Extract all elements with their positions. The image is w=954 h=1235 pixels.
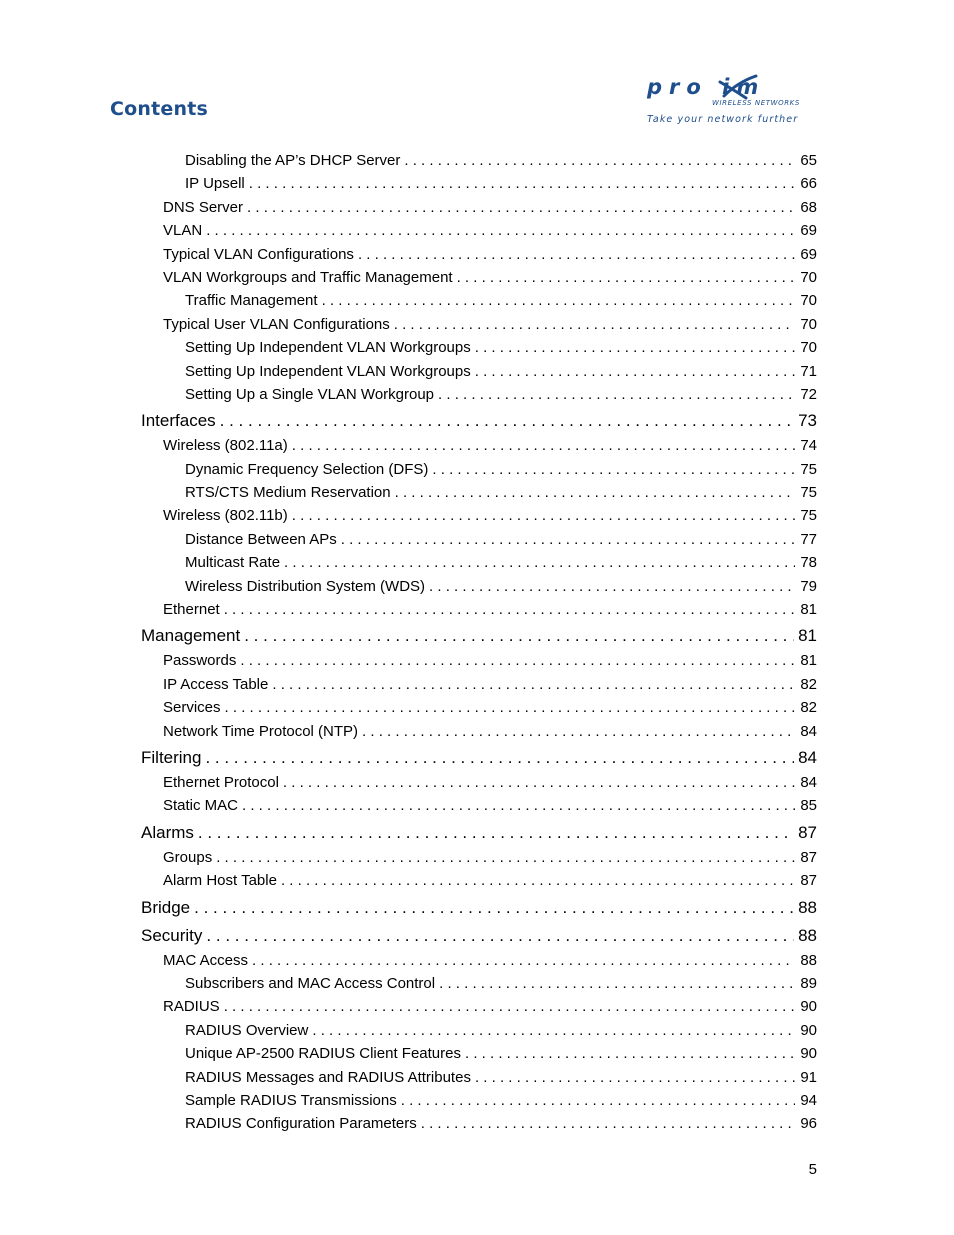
- toc-entry-title: Sample RADIUS Transmissions: [185, 1091, 397, 1109]
- logo-wordmark: pro im: [647, 75, 766, 99]
- toc-entry-page: 71: [800, 362, 817, 380]
- dot-leader: [439, 972, 795, 995]
- toc-entry[interactable]: [0, 1042, 954, 1065]
- dot-leader: [252, 949, 795, 972]
- toc-entry-title: Subscribers and MAC Access Control: [185, 974, 436, 992]
- toc-entry-page: 75: [800, 507, 817, 525]
- toc-entry-title: Distance Between APs: [185, 530, 337, 548]
- toc-entry-title: Typical VLAN Configurations: [163, 245, 354, 263]
- dot-leader: [429, 575, 795, 598]
- toc-entry-page: 66: [800, 175, 817, 193]
- toc-entry-page: 87: [800, 872, 817, 890]
- toc-entry-page: 88: [800, 951, 817, 969]
- toc-entry[interactable]: [0, 406, 954, 434]
- dot-leader: [312, 1019, 795, 1042]
- toc-entry-title: Interfaces: [141, 411, 216, 431]
- toc-entry-title: RADIUS Messages and RADIUS Attributes: [185, 1068, 471, 1086]
- dot-leader: [224, 995, 795, 1018]
- toc-entry-page: 69: [800, 245, 817, 263]
- toc-entry-title: Multicast Rate: [185, 554, 281, 572]
- dot-leader: [322, 289, 795, 312]
- toc-entry-title: Filtering: [141, 747, 202, 767]
- dot-leader: [216, 846, 795, 869]
- toc-entry[interactable]: [0, 1112, 954, 1135]
- logo-subtitle: WIRELESS NETWORKS: [712, 99, 800, 107]
- dot-leader: [240, 649, 795, 672]
- toc-entry-title: Alarms: [141, 822, 194, 842]
- toc-entry-page: 90: [800, 998, 817, 1016]
- toc-entry-title: RADIUS Configuration Parameters: [185, 1115, 417, 1133]
- toc-entry-page: 81: [800, 601, 817, 619]
- toc-entry-page: 70: [800, 268, 817, 286]
- toc-entry-page: 89: [800, 974, 817, 992]
- toc-entry[interactable]: [0, 243, 954, 266]
- toc-entry-title: Groups: [163, 848, 213, 866]
- toc-entry-page: 94: [800, 1091, 817, 1109]
- toc-entry[interactable]: [0, 336, 954, 359]
- toc-entry[interactable]: [0, 921, 954, 949]
- toc-entry-page: 77: [800, 530, 817, 548]
- dot-leader: [281, 869, 795, 892]
- toc-entry-page: 96: [800, 1115, 817, 1133]
- toc-entry-title: Wireless (802.11a): [163, 437, 288, 455]
- table-of-contents: [0, 149, 954, 1136]
- toc-entry-title: Security: [141, 925, 203, 945]
- toc-entry-page: 75: [800, 484, 817, 502]
- toc-entry[interactable]: [0, 720, 954, 743]
- dot-leader: [457, 266, 795, 289]
- toc-entry[interactable]: [0, 172, 954, 195]
- toc-entry-title: Ethernet Protocol: [163, 773, 279, 791]
- toc-entry-page: 82: [800, 675, 817, 693]
- toc-entry-page: 84: [798, 747, 817, 767]
- dot-leader: [421, 1112, 795, 1135]
- toc-entry-page: 74: [800, 437, 817, 455]
- toc-entry-title: Network Time Protocol (NTP): [163, 722, 359, 740]
- toc-entry-page: 68: [800, 198, 817, 216]
- dot-leader: [242, 794, 795, 817]
- toc-entry[interactable]: [0, 972, 954, 995]
- toc-entry[interactable]: [0, 266, 954, 289]
- toc-entry-title: Typical User VLAN Configurations: [163, 315, 390, 333]
- dot-leader: [198, 818, 794, 848]
- toc-entry[interactable]: [0, 289, 954, 312]
- toc-entry-title: Passwords: [163, 652, 237, 670]
- toc-entry-page: 84: [800, 722, 817, 740]
- toc-entry-title: Static MAC: [163, 797, 239, 815]
- toc-entry[interactable]: [0, 196, 954, 219]
- toc-entry-title: VLAN Workgroups and Traffic Management: [163, 268, 453, 286]
- dot-leader: [292, 504, 795, 527]
- toc-entry-title: Setting Up a Single VLAN Workgroup: [185, 385, 435, 403]
- toc-entry[interactable]: [0, 696, 954, 719]
- toc-entry-page: 65: [800, 152, 817, 169]
- toc-entry-title: Management: [141, 626, 241, 646]
- toc-entry-title: RADIUS: [163, 998, 220, 1016]
- toc-entry-title: Wireless Distribution System (WDS): [185, 577, 426, 595]
- dot-leader: [404, 149, 795, 172]
- dot-leader: [225, 696, 795, 719]
- toc-entry-title: Wireless (802.11b): [163, 507, 288, 525]
- toc-entry-page: 87: [800, 848, 817, 866]
- toc-entry-title: RTS/CTS Medium Reservation: [185, 484, 391, 502]
- toc-entry[interactable]: [0, 794, 954, 817]
- toc-entry[interactable]: [0, 846, 954, 869]
- toc-entry[interactable]: [0, 528, 954, 551]
- toc-entry-title: Bridge: [141, 897, 191, 917]
- dot-leader: [244, 621, 794, 651]
- dot-leader: [206, 921, 794, 951]
- toc-entry[interactable]: [0, 673, 954, 696]
- toc-entry[interactable]: [0, 313, 954, 336]
- toc-entry[interactable]: [0, 551, 954, 574]
- logo-tagline: Take your network further: [647, 114, 799, 125]
- toc-entry-title: Traffic Management: [185, 292, 318, 310]
- toc-entry[interactable]: [0, 434, 954, 457]
- logo-x-swoosh-icon: [716, 74, 762, 100]
- dot-leader: [220, 406, 794, 436]
- toc-entry-title: Dynamic Frequency Selection (DFS): [185, 460, 429, 478]
- toc-entry[interactable]: [0, 383, 954, 406]
- dot-leader: [284, 551, 795, 574]
- toc-entry[interactable]: [0, 149, 954, 172]
- dot-leader: [206, 219, 795, 242]
- toc-entry[interactable]: [0, 481, 954, 504]
- toc-entry-title: VLAN: [163, 222, 203, 240]
- dot-leader: [205, 743, 794, 773]
- dot-leader: [438, 383, 795, 406]
- toc-entry-page: 87: [798, 822, 817, 842]
- toc-entry-title: Alarm Host Table: [163, 872, 277, 890]
- toc-entry[interactable]: [0, 771, 954, 794]
- toc-entry[interactable]: [0, 995, 954, 1018]
- toc-entry-page: 70: [800, 339, 817, 357]
- toc-entry[interactable]: [0, 598, 954, 621]
- toc-entry[interactable]: [0, 743, 954, 771]
- dot-leader: [194, 893, 794, 923]
- proxim-logo: [640, 70, 810, 130]
- toc-entry-page: 79: [800, 577, 817, 595]
- dot-leader: [432, 458, 795, 481]
- toc-entry-page: 88: [798, 925, 817, 945]
- toc-entry[interactable]: [0, 219, 954, 242]
- toc-entry-page: 91: [800, 1068, 817, 1086]
- toc-entry-title: Ethernet: [163, 601, 220, 619]
- dot-leader: [292, 434, 795, 457]
- toc-entry-page: 81: [800, 652, 817, 670]
- dot-leader: [247, 196, 795, 219]
- toc-entry[interactable]: [0, 949, 954, 972]
- toc-entry-page: 82: [800, 699, 817, 717]
- toc-entry-page: 78: [800, 554, 817, 572]
- dot-leader: [401, 1089, 795, 1112]
- dot-leader: [272, 673, 795, 696]
- dot-leader: [475, 360, 795, 383]
- toc-entry[interactable]: [0, 893, 954, 921]
- toc-entry-title: RADIUS Overview: [185, 1021, 309, 1039]
- toc-entry[interactable]: [0, 649, 954, 672]
- toc-entry-title: MAC Access: [163, 951, 249, 969]
- dot-leader: [341, 528, 795, 551]
- toc-entry[interactable]: [0, 458, 954, 481]
- toc-entry-page: 70: [800, 315, 817, 333]
- toc-entry[interactable]: [0, 1019, 954, 1042]
- dot-leader: [395, 481, 795, 504]
- toc-entry-page: 84: [800, 773, 817, 791]
- toc-entry[interactable]: [0, 360, 954, 383]
- toc-entry[interactable]: [0, 818, 954, 846]
- toc-entry-title: Setting Up Independent VLAN Workgroups: [185, 362, 471, 380]
- dot-leader: [465, 1042, 795, 1065]
- toc-entry[interactable]: [0, 1089, 954, 1112]
- toc-entry-title: DNS Server: [163, 198, 244, 216]
- toc-entry[interactable]: [0, 504, 954, 527]
- toc-entry[interactable]: [0, 621, 954, 649]
- toc-entry-page: 90: [800, 1045, 817, 1063]
- dot-leader: [283, 771, 795, 794]
- toc-entry-title: Unique AP-2500 RADIUS Client Features: [185, 1045, 461, 1063]
- toc-entry[interactable]: [0, 575, 954, 598]
- toc-entry-page: 88: [798, 897, 817, 917]
- toc-entry-title: Disabling the AP’s DHCP Server: [185, 152, 401, 169]
- toc-entry[interactable]: [0, 869, 954, 892]
- toc-entry-page: 85: [800, 797, 817, 815]
- dot-leader: [475, 1066, 795, 1089]
- page-title: Contents: [110, 98, 209, 120]
- dot-leader: [358, 243, 795, 266]
- dot-leader: [362, 720, 795, 743]
- toc-entry-title: IP Access Table: [163, 675, 269, 693]
- toc-entry-page: 70: [800, 292, 817, 310]
- toc-entry-page: 72: [800, 385, 817, 403]
- toc-entry-page: 73: [798, 411, 817, 431]
- toc-entry-title: Setting Up Independent VLAN Workgroups: [185, 339, 471, 357]
- dot-leader: [249, 172, 795, 195]
- toc-entry-page: 69: [800, 222, 817, 240]
- page-number: 5: [808, 1161, 817, 1178]
- toc-entry[interactable]: [0, 1066, 954, 1089]
- dot-leader: [475, 336, 795, 359]
- toc-entry-page: 81: [798, 626, 817, 646]
- toc-entry-title: Services: [163, 699, 221, 717]
- toc-entry-page: 90: [800, 1021, 817, 1039]
- dot-leader: [224, 598, 795, 621]
- toc-entry-page: 75: [800, 460, 817, 478]
- toc-entry-title: IP Upsell: [185, 175, 245, 193]
- dot-leader: [394, 313, 795, 336]
